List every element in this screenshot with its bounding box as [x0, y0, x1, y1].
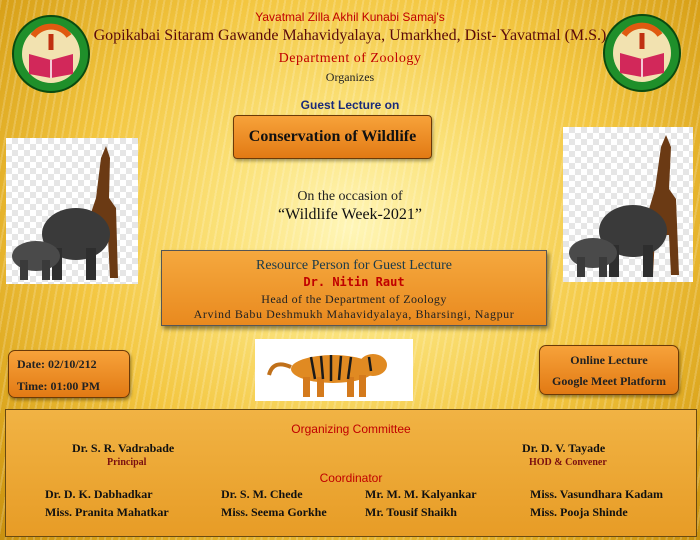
principal-name: Dr. S. R. Vadrabade	[72, 441, 175, 455]
society-name: Yavatmal Zilla Akhil Kunabi Samaj's	[255, 10, 445, 24]
resource-person-box	[161, 250, 547, 326]
mode-line-1: Online Lecture	[570, 353, 648, 367]
coordinator-name: Miss. Pooja Shinde	[530, 505, 628, 519]
committee-box	[5, 409, 697, 537]
resource-institution: Arvind Babu Deshmukh Mahavidyalaya, Bharsingi, Nagpur	[193, 307, 515, 321]
lecture-date: Date: 02/10/212	[17, 357, 97, 371]
coordinator-heading: Coordinator	[319, 471, 383, 485]
tiger-image	[255, 339, 413, 401]
coordinator-name: Miss. Seema Gorkhe	[221, 505, 327, 519]
college-name: Gopikabai Sitaram Gawande Mahavidyalaya, Umarkhed, Dist- Yavatmal (M.S.)	[93, 27, 607, 44]
resource-name: Dr. Nitin Raut	[303, 275, 405, 289]
coordinator-name: Miss. Vasundhara Kadam	[530, 487, 664, 501]
lecture-time: Time: 01:00 PM	[17, 379, 101, 393]
principal-title: Principal	[107, 457, 147, 468]
occasion-name: “Wildlife Week-2021”	[278, 206, 422, 223]
coordinator-name: Dr. S. M. Chede	[221, 487, 303, 501]
schedule-box	[8, 350, 130, 398]
coordinator-name: Dr. D. K. Dabhadkar	[45, 487, 153, 501]
resource-heading: Resource Person for Guest Lecture	[256, 258, 452, 273]
hod-title: HOD & Convener	[529, 457, 607, 468]
coordinator-name: Mr. M. M. Kalyankar	[365, 487, 477, 501]
hod-name: Dr. D. V. Tayade	[522, 441, 606, 455]
mode-box	[539, 345, 679, 395]
event-type: Guest Lecture on	[300, 98, 400, 112]
resource-role: Head of the Department of Zoology	[261, 292, 447, 306]
department-name: Department of Zoology	[278, 51, 422, 66]
coordinator-name: Miss. Pranita Mahatkar	[45, 505, 169, 519]
committee-heading: Organizing Committee	[291, 422, 411, 436]
lecture-title: Conservation of Wildlife	[248, 128, 417, 145]
lecture-title-box	[233, 115, 432, 159]
organizes-label: Organizes	[325, 70, 375, 84]
mode-line-2: Google Meet Platform	[552, 374, 666, 388]
occasion-line: On the occasion of	[297, 189, 403, 204]
coordinator-name: Mr. Tousif Shaikh	[365, 505, 457, 519]
